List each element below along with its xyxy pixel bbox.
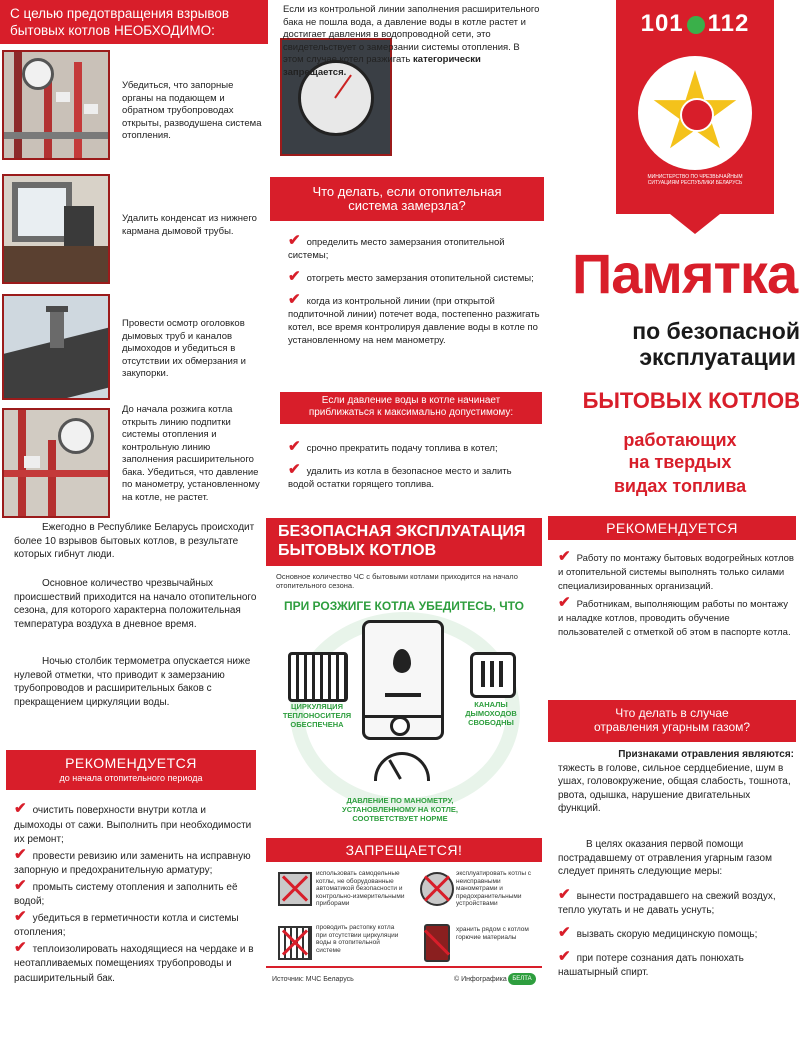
forbidden-title: ЗАПРЕЩАЕТСЯ! [345, 842, 463, 858]
photo-pipes-valves [2, 50, 110, 160]
belta-logo: БЕЛТА [508, 973, 536, 985]
list-item: ✔ очистить поверхности внутри котла и дымоходы от сажи. Выполнить при необходимости их ремонт; [14, 800, 252, 845]
list-item: ✔ Работу по монтажу бытовых водогрейных котлов и отопительной системы выполнять только силами специализированных организаций. [558, 548, 794, 592]
forbidden-icon-3 [278, 926, 312, 960]
list-item: ✔ убедиться в герметичности котла и системы отопления; [14, 907, 239, 938]
left-paragraph-3: Ночью столбик термометра опускается ниже нулевой отметки, что приводит к замерзанию трубопроводов и расширительных баков с прекращением циркуляции воды. [14, 656, 251, 708]
check-icon: ✔ [558, 548, 571, 565]
check-icon: ✔ [558, 886, 571, 903]
photo-roof-chimney [2, 294, 110, 400]
poison-signs [558, 748, 794, 816]
list-item: ✔ определить место замерзания отопительной системы; [288, 232, 505, 261]
memo-line-3: БЫТОВЫХ КОТЛОВ [582, 388, 800, 413]
banner-point [670, 214, 720, 234]
poison-signs-text: тяжесть в голове, сильное сердцебиение, шум в ушах, головокружение, общая слабость, тошнота, рвота, одышка, нарушение двигательных функций. [558, 762, 791, 814]
label-circulation: ЦИРКУЛЯЦИЯ ТЕПЛОНОСИТЕЛЯ ОБЕСПЕЧЕНА [282, 702, 352, 729]
photo-chimney-pocket [2, 174, 110, 284]
mid-top-text: Если из контрольной линии заполнения расширительного бака не пошла вода, а давление воды в котле растет и достигает давления в водопроводной сети, это свидетельствует о замерзании системы отопления. В этом случае котел разжигать категорически запрещается. [283, 4, 540, 78]
left-item-3: Провести осмотр оголовков дымовых труб и каналов дымоходов и убедиться в отсутствии их обмерзания и закупорки. [122, 318, 246, 379]
chimney-channels-icon [470, 652, 516, 698]
check-icon: ✔ [14, 907, 27, 925]
left-recommend-subtitle: до начала отопительного периода [59, 773, 203, 783]
list-item: ✔ отогреть место замерзания отопительной системы; [288, 268, 534, 285]
phone-row [616, 0, 774, 38]
source-text: Источник: МЧС Беларусь [272, 976, 354, 983]
poison-bar [548, 700, 796, 742]
emblem-ring-text: МИНИСТЕРСТВО ПО ЧРЕЗВЫЧАЙНЫМ СИТУАЦИЯМ РЕСПУБЛИКИ БЕЛАРУСЬ [647, 174, 743, 186]
pressure-bar [280, 392, 542, 424]
safe-bar [266, 518, 542, 566]
forbidden-icon-2 [420, 872, 454, 906]
list-item: ✔ Работникам, выполняющим работы по монтажу и наладке котлов, проводить обучение пользователей с отметкой об этом в паспорте котла. [558, 594, 791, 638]
safe-check-title: ПРИ РОЗЖИГЕ КОТЛА УБЕДИТЕСЬ, ЧТО [283, 599, 525, 613]
forbidden-item-1: использовать самодельные котлы, не оборудованные автоматикой безопасности и контрольно-измерительными приборами [316, 870, 405, 907]
check-icon: ✔ [558, 948, 571, 965]
photo-boiler-gauge [2, 408, 110, 518]
left-recommend-bar [6, 750, 256, 790]
left-paragraph-2: Основное количество чрезвычайных происшествий приходится на начало отопительного сезона, для которого характерна положительная температура воздуха в дневное время. [14, 578, 257, 630]
frozen-title: Что делать, если отопительная система замерзла? [312, 184, 502, 213]
list-item: ✔ промыть систему отопления и заполнить её водой; [14, 876, 238, 907]
phone-112: 112 [707, 10, 750, 37]
memo-line-2: эксплуатации [639, 344, 796, 370]
right-recommend-bar [548, 516, 796, 540]
poison-aid: В целях оказания первой помощи пострадавшему от отравления угарным газом следует принять следующие меры: [558, 839, 772, 877]
right-recommend-title: РЕКОМЕНДУЕТСЯ [606, 520, 738, 536]
check-icon: ✔ [558, 594, 571, 611]
label-pressure: ДАВЛЕНИЕ ПО МАНОМЕТРУ, УСТАНОВЛЕННОМУ НА КОТЛЕ, СООТВЕТСТВУЕТ НОРМЕ [342, 796, 458, 823]
right-recommend-list [558, 550, 794, 640]
safe-title: БЕЗОПАСНАЯ ЭКСПЛУАТАЦИЯ БЫТОВЫХ КОТЛОВ [278, 523, 526, 559]
check-icon: ✔ [14, 938, 27, 956]
check-icon: ✔ [288, 268, 301, 285]
list-item: ✔ когда из контрольной линии (при открытой подпиточной линии) потечет вода, постепенно разжигать котел, все время контролируя давление воды в котле по установленному на нем манометру. [288, 291, 540, 346]
left-header-bar [0, 0, 268, 44]
radiator-icon [288, 652, 348, 702]
list-item: ✔ вызвать скорую медицинскую помощь; [558, 924, 758, 941]
frozen-list [288, 234, 540, 347]
check-icon: ✔ [288, 461, 301, 478]
check-icon: ✔ [14, 800, 27, 817]
list-item: ✔ при потере сознания дать понюхать нашатырный спирт. [558, 948, 744, 978]
list-item: ✔ удалить из котла в безопасное место и залить водой остатки горящего топлива. [288, 461, 512, 490]
check-icon: ✔ [288, 291, 301, 308]
list-item: ✔ срочно прекратить подачу топлива в котел; [288, 438, 498, 455]
flame-icon [393, 649, 411, 673]
safe-note: Основное количество ЧС с бытовыми котлами приходится на начало отопительного сезона. [276, 572, 518, 590]
left-header: С целью предотвращения взрывов бытовых котлов НЕОБХОДИМО: [10, 6, 230, 38]
forbidden-item-4: хранить рядом с котлом горючие материалы [456, 926, 529, 941]
forbidden-item-3: проводить растопку котла при отсутствии циркуляции воды в отопительной системе [316, 924, 399, 954]
emblem-center [680, 98, 714, 132]
poison-signs-lead: Признаками отравления являются: [618, 749, 794, 760]
left-item-1: Убедиться, что запорные органы на подающем и обратном трубопроводах открыты, разводушена система отопления. [122, 80, 262, 141]
pressure-list [288, 440, 540, 491]
forbidden-bar [266, 838, 542, 862]
check-icon: ✔ [288, 232, 301, 249]
check-icon: ✔ [14, 845, 27, 863]
list-item: ✔ провести ревизию или заменить на исправную запорную и предохранительную арматуру; [14, 845, 251, 876]
forbidden-icon-4 [424, 924, 450, 962]
check-icon: ✔ [558, 924, 571, 941]
list-item: ✔ вынести пострадавшего на свежий воздух, тепло укутать и не давать уснуть; [558, 886, 776, 916]
forbidden-item-2: эксплуатировать котлы с неисправными манометрами и предохранительными устройствами [456, 870, 532, 907]
list-item: ✔ теплоизолировать находящиеся на чердаке и в неотапливаемых помещениях трубопроводы и расширительный бак. [14, 938, 254, 984]
phone-icon [687, 16, 705, 34]
pressure-title: Если давление воды в котле начинает приближаться к максимально допустимому: [308, 395, 514, 418]
phone-101: 101 [640, 10, 684, 37]
left-item-4: До начала розжига котла открыть линию подпитки системы отопления и контрольную линию заполнения расширительного бака. Убедиться, что давление по манометру, установленному на котле, не растет. [122, 404, 260, 503]
footer-rule [266, 966, 542, 968]
memo-line-6: видах топлива [613, 476, 747, 496]
check-icon: ✔ [288, 438, 301, 455]
memo-line-1: по безопасной [632, 318, 800, 344]
check-icon: ✔ [14, 876, 27, 894]
poison-list [558, 888, 794, 980]
frozen-bar [270, 177, 544, 221]
forbidden-icon-1 [278, 872, 312, 906]
boiler-dial-icon [390, 716, 410, 736]
emergency-banner [616, 0, 774, 214]
memo-line-4: работающих [623, 430, 737, 450]
left-paragraph-1: Ежегодно в Республике Беларусь происходит более 10 взрывов бытовых котлов, в результате которых гибнут люди. [14, 522, 255, 560]
memo-line-5: на твердых [628, 452, 732, 472]
left-recommend-title: РЕКОМЕНДУЕТСЯ [65, 755, 197, 771]
left-recommend-list [14, 802, 254, 986]
label-channels: КАНАЛЫ ДЫМОХОДОВ СВОБОДНЫ [465, 700, 517, 727]
poison-title: Что делать в случае отравления угарным газом? [593, 706, 751, 734]
memo-title: Памятка [572, 242, 798, 305]
left-item-2: Удалить конденсат из нижнего кармана дымовой трубы. [122, 213, 257, 237]
mchs-emblem [638, 56, 752, 170]
infographic-text: © Инфографика [454, 976, 507, 983]
